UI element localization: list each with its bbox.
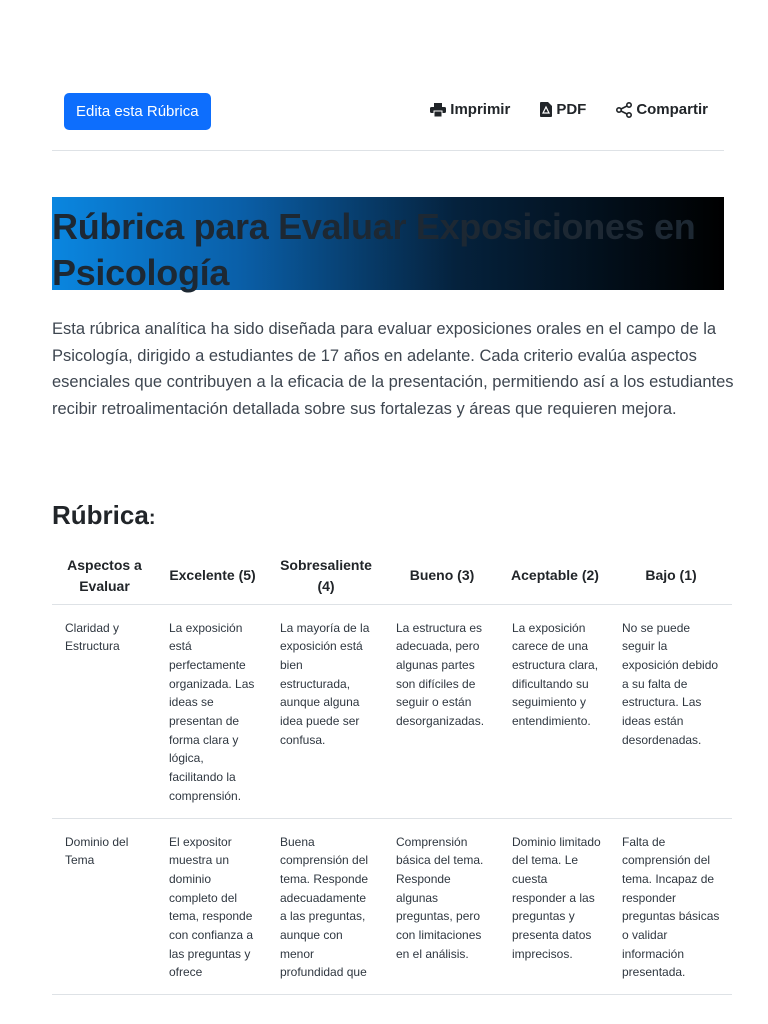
table-cell: No se puede seguir la exposición debido a su falta de estructura. Las ideas están desordenadas. xyxy=(610,604,732,818)
intro-paragraph: Esta rúbrica analítica ha sido diseñada para evaluar exposiciones orales en el campo de la Psicología, dirigido a estudiantes de 17 años en adelante. Cada criterio evalúa aspectos esenciales que contribuyen a la eficacia de la presentación, permitiendo así a los estudiantes recibir retroalimentación detallada sobre sus fortalezas y áreas que requieren mejora. xyxy=(52,320,734,418)
table-cell: Comprensión básica del tema. Responde algunas preguntas, pero con limitaciones en el análisis. xyxy=(384,818,500,995)
table-cell: Buena comprensión del tema. Responde adecuadamente a las preguntas, aunque con menor profundidad que xyxy=(268,818,384,995)
edit-rubric-button[interactable]: Edita esta Rúbrica xyxy=(64,93,211,130)
table-cell: La mayoría de la exposición está bien estructurada, aunque alguna idea puede ser confusa. xyxy=(268,604,384,818)
toolbar xyxy=(52,93,724,131)
criterion-cell: Dominio del Tema xyxy=(52,818,157,995)
share-icon xyxy=(616,102,632,118)
toolbar-actions xyxy=(430,101,708,118)
print-label: Imprimir xyxy=(450,101,511,118)
criterion-cell: Claridad y Estructura xyxy=(52,604,157,818)
table-row xyxy=(52,818,732,995)
print-button[interactable] xyxy=(430,101,510,118)
pdf-label: PDF xyxy=(556,101,587,118)
share-label: Compartir xyxy=(636,101,708,118)
share-button[interactable] xyxy=(616,101,708,118)
section-title xyxy=(52,500,155,531)
column-header: Bajo (1) xyxy=(610,548,732,604)
page-title: Rúbrica para Evaluar Exposiciones en Psicología xyxy=(52,206,696,293)
column-header: Sobresaliente (4) xyxy=(268,548,384,604)
table-cell: Falta de comprensión del tema. Incapaz de responder preguntas básicas o validar información presentada. xyxy=(610,818,732,995)
pdf-icon xyxy=(540,102,552,117)
divider xyxy=(52,150,724,151)
table-header-row xyxy=(52,548,732,604)
column-header: Excelente (5) xyxy=(157,548,268,604)
column-header: Aspectos a Evaluar xyxy=(52,548,157,604)
printer-icon xyxy=(430,103,446,117)
section-title-colon: : xyxy=(148,507,156,529)
column-header: Aceptable (2) xyxy=(500,548,610,604)
table-cell: La estructura es adecuada, pero algunas partes son difíciles de seguir o están desorganizadas. xyxy=(384,604,500,818)
table-row xyxy=(52,604,732,818)
table-cell: La exposición carece de una estructura clara, dificultando su seguimiento y entendimiento. xyxy=(500,604,610,818)
column-header: Bueno (3) xyxy=(384,548,500,604)
pdf-button[interactable] xyxy=(540,101,586,118)
section-title-text: Rúbrica xyxy=(52,500,149,530)
table-cell: La exposición está perfectamente organizada. Las ideas se presentan de forma clara y lógica, facilitando la comprensión. xyxy=(157,604,268,818)
table-cell: El expositor muestra un dominio completo del tema, responde con confianza a las preguntas y ofrece xyxy=(157,818,268,995)
rubric-table xyxy=(52,548,732,995)
table-cell: Dominio limitado del tema. Le cuesta responder a las preguntas y presenta datos imprecisos. xyxy=(500,818,610,995)
